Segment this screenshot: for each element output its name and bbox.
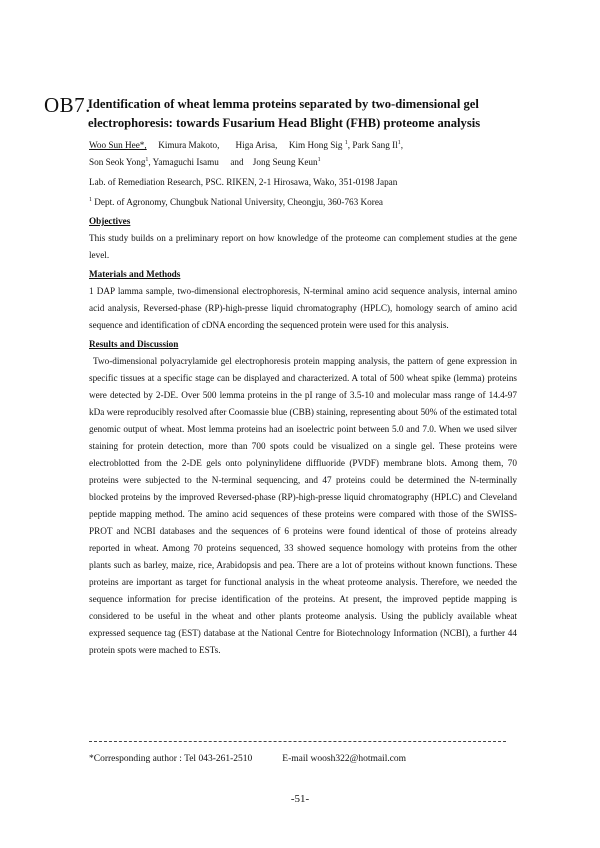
author-name: Woo Sun Hee*,	[89, 140, 147, 150]
abstract-code: OB7.	[44, 93, 91, 117]
author-name: Kimura Makoto,	[158, 140, 220, 150]
page-number: -51-	[290, 793, 310, 805]
methods-heading: Materials and Methods	[89, 269, 181, 279]
objectives-heading: Objectives	[89, 216, 131, 226]
methods-text: 1 DAP lamma sample, two-dimensional electrophoresis, N-terminal amino acid sequence analysis, internal amino acid analysis, Reversed-phase (RP)-high-presse liquid chromatography (HPLC), homology search of amino acid sequence and identification of cDNA encording the sequenced protein were used for this analysis.	[89, 286, 517, 330]
author-name: , Park Sang Il$^1$	[347, 139, 401, 150]
affiliation-secondary: $^1$ Dept. of Agronomy, Chungbuk National University, Cheongju, 360-763 Korea	[89, 196, 383, 207]
objectives-text: This study builds on a preliminary report on how knowledge of the proteome can complement studies at the gene level.	[89, 233, 517, 260]
author-name: Higa Arisa,	[235, 140, 278, 150]
abstract-title: Identification of wheat lemma proteins separated by two-dimensional gel electrophoresis: towards Fusarium Head Blight (FHB) proteome analysis	[88, 97, 481, 130]
corresponding-email: E-mail woosh322@hotmail.com	[282, 754, 407, 764]
author-name: , Yamaguchi Isamu	[148, 157, 219, 167]
footnote-divider	[89, 741, 506, 742]
author-name: Kim Hong Sig $^1$	[288, 139, 348, 150]
results-text: Two-dimensional polyacrylamide gel electrophoresis protein mapping analysis, the pattern of gene expression in specific tissues at a specific stage can be displayed and characterized. A total of 500 wheat spike (lemma) proteins were detected by 2-DE. Over 500 lemma proteins in the pI range of 3.5-10 and molecular mass range of 14.4-97 kDa were reproducibly resolved after Coomassie blue (CBB) staining, representing about 50% of the estimated total genomic output of wheat. Most lemma proteins had an isoelectric point between 5.0 and 7.0. When we used silver staining for protein detection, more than 700 spots could be visualized on a single gel. These proteins were electroblotted from the 2-DE gels onto polyninylidene diffluoride (PVDF) membrane blots. Among them, 70 proteins were subjected to the N-terminal sequencing, and 47 proteins could be determined the N-terminally blocked proteins by the improved Reversed-phase (RP)-high-presse liquid chromatography (HPLC) and Cleveland peptide mapping method. The amino acid sequences of these proteins were compared with those of the SWISS-PROT and NCBI databases and the sequences of 6 proteins were found identical of those of proteins already reported in wheat. Among 70 proteins sequenced, 33 showed sequence homology with proteins from the other plants such as barley, maize, rice, Arabidopsis and pea. There are a lot of proteins without known functions. These proteins are important as target for functional analysis in the wheat proteome analysis. Therefore, we needed the sequence information for precise identification of the proteins. At present, the improved peptide mapping is considered to be useful in the wheat and other plants proteome analysis. Using the publicly available wheat expressed sequence tag (EST) database at the National Centre for Biotechnology Information (NCBI), a further 44 protein spots were mached to ESTs.	[89, 356, 517, 655]
author-name: Jong Seung Keun$^1$	[252, 156, 321, 167]
author-list: Woo Sun Hee*, Kimura Makoto, Higa Arisa, Kim Hong Sig $^1$, Park Sang Il$^1$, Son Seok Yong$^1$, Yamaguchi Isamu and Jong Seung Keun$^1$	[89, 139, 404, 167]
author-name: Son Seok Yong$^1$	[89, 156, 149, 167]
affiliation-main: Lab. of Remediation Research, PSC. RIKEN, 2-1 Hirosawa, Wako, 351-0198 Japan	[89, 177, 398, 187]
abstract-body	[89, 137, 517, 659]
corresponding-author-footnote	[89, 754, 406, 764]
corresponding-tel: *Corresponding author : Tel 043-261-2510	[89, 754, 253, 764]
results-heading: Results and Discussion	[89, 339, 179, 349]
